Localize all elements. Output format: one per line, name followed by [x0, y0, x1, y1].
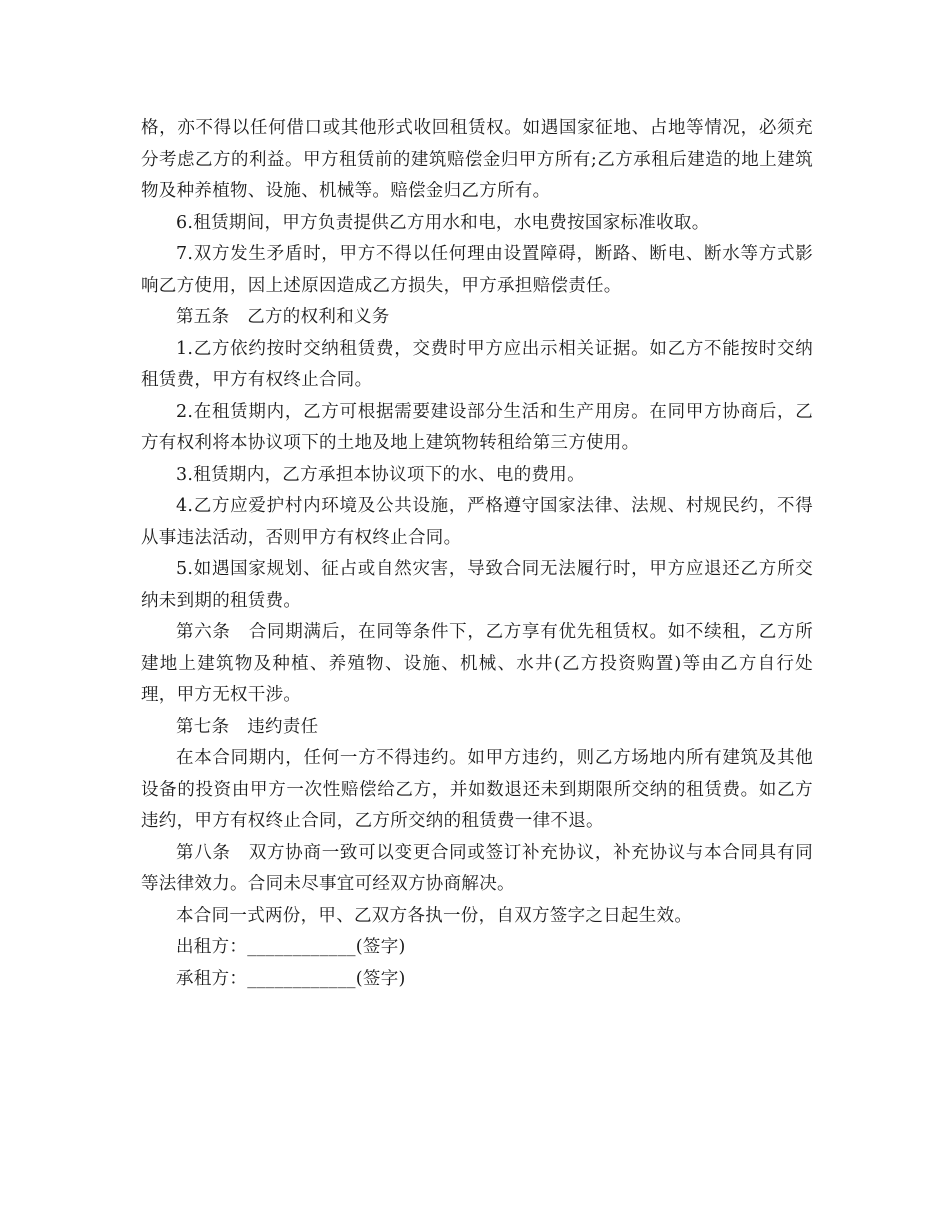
- article-6: 第六条 合同期满后，在同等条件下，乙方享有优先租赁权。如不续租，乙方所建地上建筑物及种植、养殖物、设施、机械、水井(乙方投资购置)等由乙方自行处理，甲方无权干涉。: [141, 622, 813, 705]
- article-5-item-3: 3.租赁期内，乙方承担本协议项下的水、电的费用。: [176, 464, 585, 485]
- copies-clause: 本合同一式两份，甲、乙双方各执一份，自双方签字之日起生效。: [176, 905, 693, 926]
- article-7-heading: 第七条 违约责任: [176, 716, 319, 737]
- article-5-item-5: 5.如遇国家规划、征占或自然灾害，导致合同无法履行时，甲方应退还乙方所交纳未到期的租赁费。: [141, 559, 813, 611]
- document-body: [141, 113, 813, 995]
- article-8: 第八条 双方协商一致可以变更合同或签订补充协议，补充协议与本合同具有同等法律效力。合同未尽事宜可经双方协商解决。: [141, 842, 813, 894]
- article-7-body: 在本合同期内，任何一方不得违约。如甲方违约，则乙方场地内所有建筑及其他设备的投资由甲方一次性赔偿给乙方，并如数退还未到期限所交纳的租赁费。如乙方违约，甲方有权终止合同，乙方所交纳的租赁费一律不退。: [141, 748, 813, 831]
- clause-item-7: 7.双方发生矛盾时，甲方不得以任何理由设置障碍，断路、断电、断水等方式影响乙方使用，因上述原因造成乙方损失，甲方承担赔偿责任。: [141, 244, 813, 296]
- article-5-item-4: 4.乙方应爱护村内环境及公共设施，严格遵守国家法律、法规、村规民约，不得从事违法活动，否则甲方有权终止合同。: [141, 496, 813, 548]
- article-5-item-1: 1.乙方依约按时交纳租赁费，交费时甲方应出示相关证据。如乙方不能按时交纳租赁费，甲方有权终止合同。: [141, 338, 813, 390]
- clause-item-6: 6.租赁期间，甲方负责提供乙方用水和电，水电费按国家标准收取。: [176, 212, 710, 233]
- article-5-item-2: 2.在租赁期内，乙方可根据需要建设部分生活和生产用房。在同甲方协商后，乙方有权利将本协议项下的土地及地上建筑物转租给第三方使用。: [141, 401, 813, 453]
- paragraph-continuation: 格，亦不得以任何借口或其他形式收回租赁权。如遇国家征地、占地等情况，必须充分考虑乙方的利益。甲方租赁前的建筑赔偿金归甲方所有;乙方承租后建造的地上建筑物及种养植物、设施、机械等。赔偿金归乙方所有。: [141, 118, 813, 201]
- article-5-heading: 第五条 乙方的权利和义务: [176, 307, 390, 327]
- lessor-signature-line: 出租方：____________(签字): [176, 937, 406, 957]
- lessee-signature-line: 承租方：____________(签字): [176, 968, 406, 989]
